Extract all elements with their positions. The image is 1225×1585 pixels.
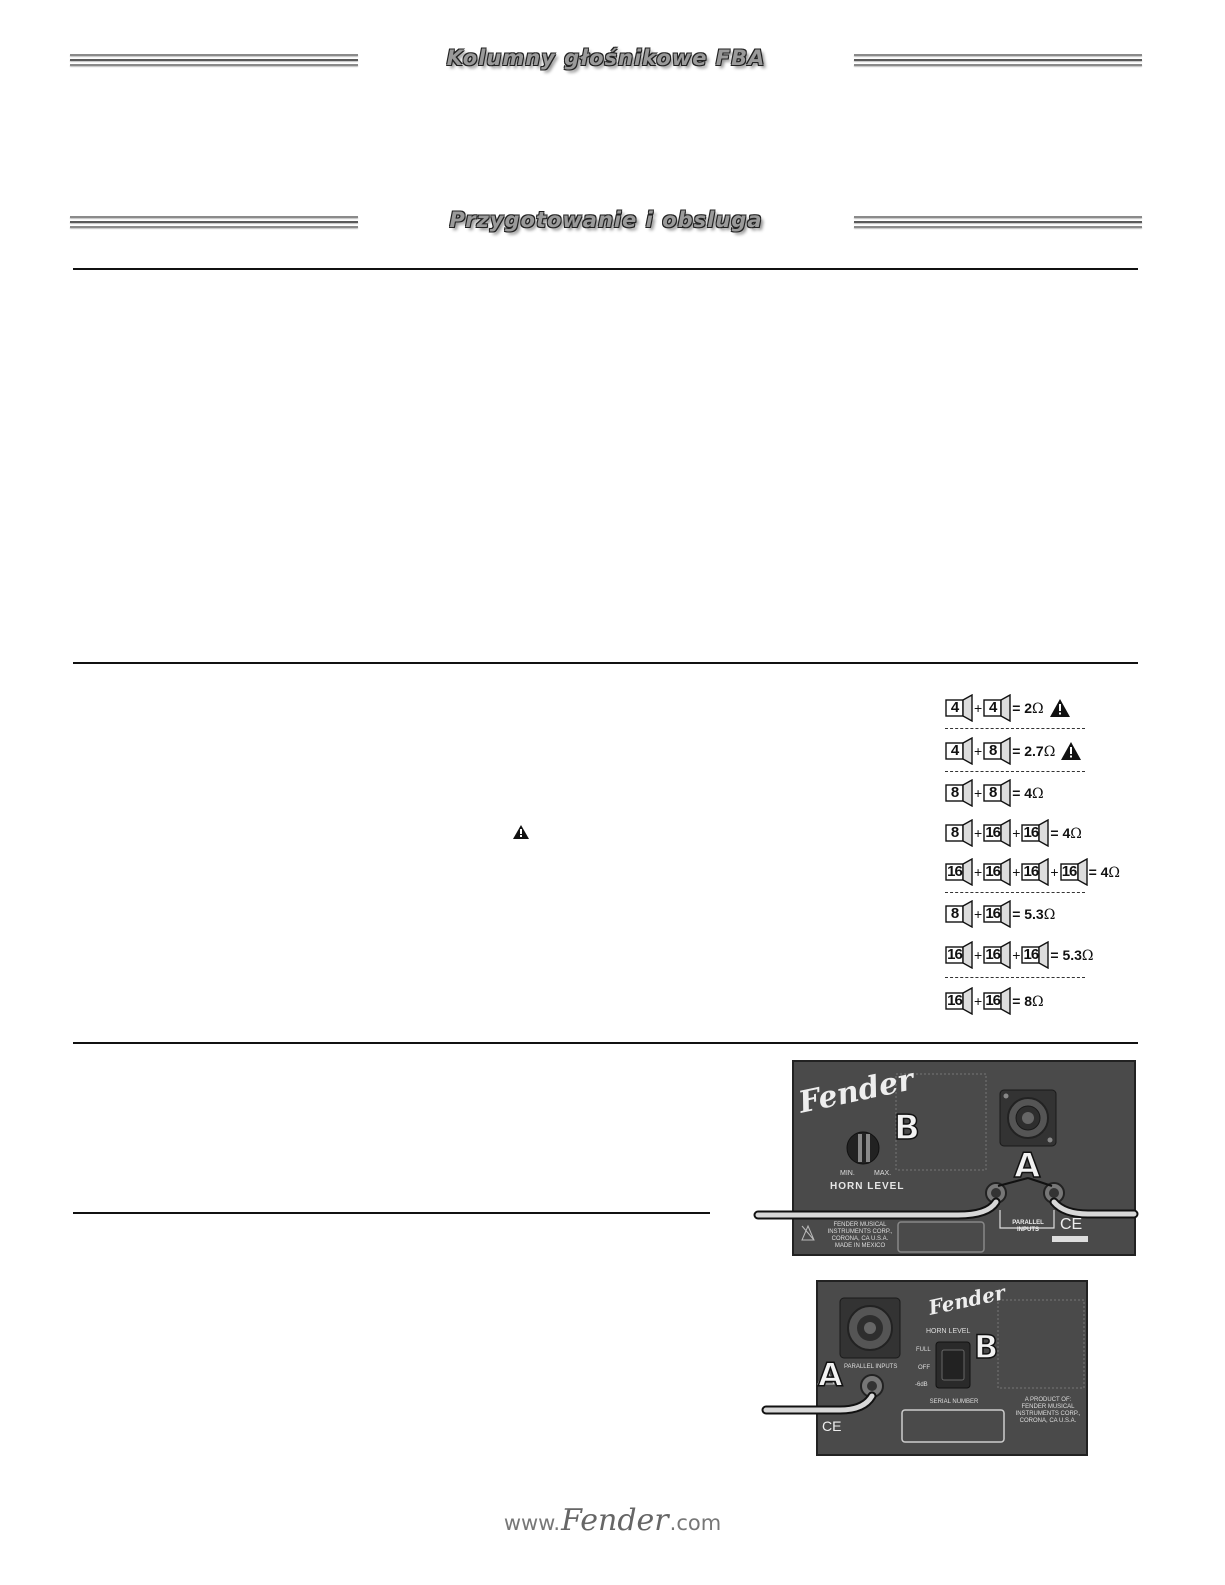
ohm-unit: Ω [1081, 947, 1094, 964]
speaker-icon [983, 694, 1011, 722]
speaker-impedance-label: 16 [1023, 863, 1039, 880]
speaker-impedance-label: 16 [985, 946, 1001, 963]
impedance-result [1012, 906, 1055, 923]
plus-sign: + [1050, 864, 1059, 880]
speaker-impedance-label: 16 [947, 946, 962, 963]
speaker-impedance-label: 8 [950, 784, 959, 801]
impedance-result-value: = 5.3 [1012, 905, 1044, 922]
impedance-result-value: = 5.3 [1050, 946, 1082, 963]
ohm-unit: Ω [1108, 864, 1121, 881]
main-title: Kolumny głośnikowe FBA [446, 46, 766, 70]
title-rule-right [854, 54, 1142, 68]
switch-off-label: OFF [918, 1365, 930, 1371]
ohm-unit: Ω [1032, 785, 1044, 802]
speaker-icon [983, 941, 1011, 969]
impedance-result [1050, 825, 1081, 842]
rear-panel-bottom [760, 1280, 1090, 1456]
rear-panel-top [748, 1060, 1140, 1258]
speaker-impedance-label: 8 [989, 742, 997, 759]
speaker-impedance-label: 16 [1061, 863, 1077, 880]
speaker-impedance-label: 16 [985, 824, 1001, 841]
speaker-icon [1021, 941, 1049, 969]
speaker-icon [1060, 858, 1088, 886]
section-title: Przygotowanie i obsluga [449, 208, 763, 232]
speaker-icon [945, 694, 973, 722]
ohm-unit: Ω [1032, 993, 1044, 1010]
maker-line: FENDER MUSICAL [833, 1222, 887, 1228]
speaker-icon [1021, 858, 1049, 886]
parallel-label: PARALLEL [1012, 1220, 1044, 1226]
impedance-result-value: = 2 [1012, 699, 1033, 716]
speaker-impedance-label: 4 [950, 742, 959, 759]
callout-b: B [894, 1108, 920, 1148]
impedance-result [1050, 947, 1093, 964]
speaker-impedance-label: 16 [985, 992, 1001, 1009]
group-separator [945, 892, 1085, 893]
speaker-impedance-label: 8 [950, 905, 959, 922]
maker-line: MADE IN MEXICO [834, 1243, 886, 1249]
section-divider [73, 268, 1138, 270]
speaker-impedance-label: 16 [947, 992, 962, 1009]
switch-full-label: FULL [916, 1347, 931, 1353]
section-divider [73, 1212, 710, 1214]
speaker-impedance-label: 8 [989, 784, 997, 801]
impedance-result [1012, 743, 1055, 760]
speaker-impedance-label: 16 [985, 863, 1001, 880]
maker-line: A PRODUCT OF: [1024, 1397, 1072, 1403]
speaker-icon [945, 737, 973, 765]
callout-a: A [1014, 1146, 1041, 1186]
section-divider [73, 1042, 1138, 1044]
speaker-impedance-label: 8 [950, 824, 959, 841]
horn-level-label: HORN LEVEL [830, 1181, 905, 1192]
speaker-icon [983, 858, 1011, 886]
plus-sign: + [974, 785, 983, 801]
speaker-icon [983, 779, 1011, 807]
section-title-row [70, 208, 1142, 242]
plus-sign: + [1012, 947, 1021, 963]
impedance-row [945, 819, 1082, 847]
impedance-result-value: = 4 [1050, 824, 1071, 841]
impedance-row [945, 900, 1055, 928]
section-rule-right [854, 216, 1142, 230]
ohm-unit: Ω [1070, 825, 1082, 842]
impedance-result [1089, 864, 1120, 881]
horn-level-label: HORN LEVEL [926, 1328, 971, 1335]
impedance-result-value: = 2.7 [1012, 742, 1044, 759]
maker-line: FENDER MUSICAL [1021, 1404, 1075, 1410]
speaker-icon [983, 819, 1011, 847]
impedance-row [945, 987, 1044, 1015]
impedance-row [945, 941, 1094, 969]
parallel-inputs-label: PARALLEL INPUTS [844, 1364, 898, 1370]
maker-line: CORONA, CA U.S.A. [831, 1236, 889, 1242]
maker-line: INSTRUMENTS CORP., [827, 1229, 893, 1235]
impedance-row [945, 737, 1081, 765]
speaker-icon [983, 737, 1011, 765]
plus-sign: + [1012, 825, 1021, 841]
inputs-label: INPUTS [1016, 1227, 1039, 1233]
callout-a: A [818, 1356, 843, 1394]
plus-sign: + [974, 743, 983, 759]
switch-minus-label: -6dB [915, 1382, 928, 1388]
knob-min-label: MIN. [840, 1170, 855, 1177]
speaker-impedance-label: 4 [950, 699, 959, 716]
impedance-result-value: = 4 [1088, 863, 1109, 880]
speaker-icon [945, 987, 973, 1015]
plus-sign: + [1012, 864, 1021, 880]
impedance-result-value: = 4 [1012, 784, 1033, 801]
plus-sign: + [974, 825, 983, 841]
warning-triangle-icon [513, 825, 529, 839]
speaker-impedance-label: 16 [1023, 946, 1039, 963]
plus-sign: + [974, 993, 983, 1009]
speaker-impedance-label: 4 [989, 699, 997, 716]
impedance-row [945, 779, 1044, 807]
impedance-row [945, 694, 1070, 722]
plus-sign: + [974, 864, 983, 880]
plus-sign: + [974, 700, 983, 716]
speaker-impedance-label: 16 [985, 905, 1001, 922]
footer-url[interactable] [0, 1503, 1225, 1538]
speaker-icon [945, 900, 973, 928]
warning-triangle-icon [1050, 699, 1070, 717]
fender-logo-footer: Fender [561, 1503, 669, 1538]
impedance-row [945, 858, 1120, 886]
section-divider [73, 662, 1138, 664]
fender-logo: Fender [795, 1062, 917, 1121]
ohm-unit: Ω [1043, 906, 1056, 923]
footer-suffix: .com [669, 1511, 722, 1535]
speaker-icon [945, 819, 973, 847]
speaker-icon [945, 941, 973, 969]
callout-b: B [974, 1328, 999, 1366]
speaker-impedance-label: 16 [1023, 824, 1039, 841]
main-title-row [70, 46, 1142, 80]
group-separator [945, 977, 1085, 978]
plus-sign: + [974, 947, 983, 963]
warning-triangle-icon [1061, 742, 1081, 760]
ohm-unit: Ω [1043, 743, 1056, 760]
knob-max-label: MAX. [874, 1170, 892, 1177]
speaker-icon [983, 987, 1011, 1015]
maker-line: CORONA, CA U.S.A. [1019, 1418, 1077, 1424]
ce-mark: CE [1060, 1216, 1083, 1233]
serial-number-label: SERIAL NUMBER [929, 1399, 979, 1405]
speaker-icon [945, 779, 973, 807]
speaker-icon [983, 900, 1011, 928]
footer-prefix: www. [503, 1511, 561, 1535]
speaker-icon [945, 858, 973, 886]
speaker-icon [1021, 819, 1049, 847]
group-separator [945, 728, 1085, 729]
impedance-result-value: = 8 [1012, 992, 1033, 1009]
group-separator [945, 771, 1085, 772]
impedance-result [1012, 785, 1043, 802]
ce-mark: CE [822, 1418, 842, 1434]
ohm-unit: Ω [1032, 700, 1044, 717]
maker-line: INSTRUMENTS CORP., [1015, 1411, 1081, 1417]
plus-sign: + [974, 906, 983, 922]
impedance-result [1012, 700, 1043, 717]
speaker-impedance-label: 16 [947, 863, 962, 880]
impedance-result [1012, 993, 1043, 1010]
fender-logo: Fender [926, 1280, 1008, 1320]
